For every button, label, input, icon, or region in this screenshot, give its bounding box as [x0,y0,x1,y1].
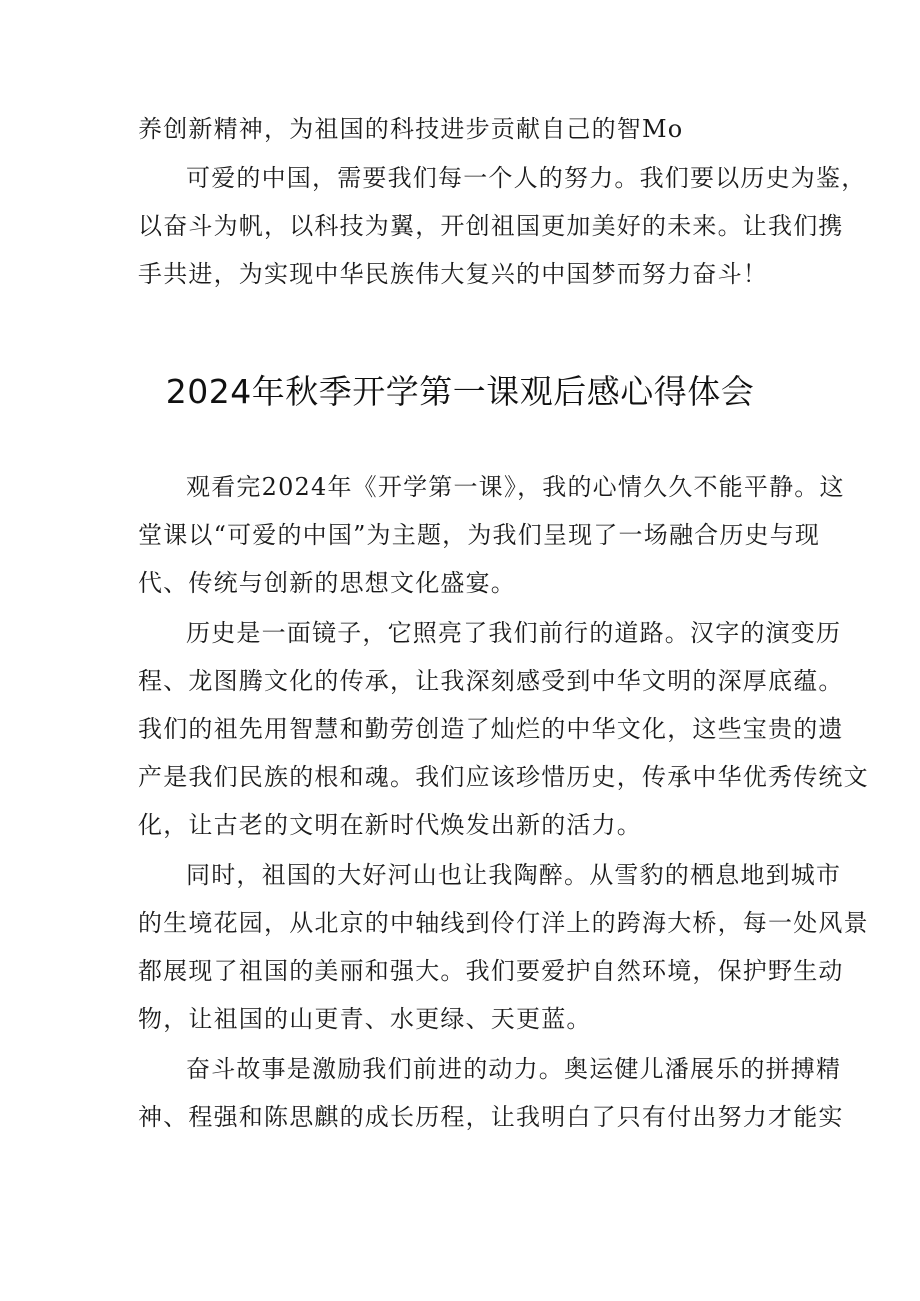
text-line: 我们的祖先用智慧和勤劳创造了灿烂的中华文化，这些宝贵的遗 [138,715,844,743]
text-line: 可爱的中国，需要我们每一个人的努力。我们要以历史为鉴， [186,164,867,192]
text-line: 神、程强和陈思麒的成长历程，让我明白了只有付出努力才能实 [138,1103,844,1131]
text-line: 堂课以“可爱的中国”为主题，为我们呈现了一场融合历史与现 [138,521,821,549]
text-line: 都展现了祖国的美丽和强大。我们要爱护自然环境，保护野生动 [138,957,844,985]
text-line: 历史是一面镜子，它照亮了我们前行的道路。汉字的演变历 [186,619,842,647]
text-line: 观看完2024年《开学第一课》，我的心情久久不能平静。这 [186,473,845,501]
text-line: 养创新精神，为祖国的科技进步贡献自己的智Mo [138,115,684,143]
text-line: 物，让祖国的山更青、水更绿、天更蓝。 [138,1005,592,1033]
text-line: 以奋斗为帆，以科技为翼，开创祖国更加美好的未来。让我们携 [138,212,844,240]
page-title: 2024年秋季开学第一课观后感心得体会 [165,372,755,411]
text-line: 的生境花园，从北京的中轴线到伶仃洋上的跨海大桥，每一处风景 [138,909,869,937]
text-line: 代、传统与创新的思想文化盛宴。 [138,569,516,597]
text-line: 化，让古老的文明在新时代焕发出新的活力。 [138,811,642,839]
text-line: 程、龙图腾文化的传承，让我深刻感受到中华文明的深厚底蕴。 [138,667,844,695]
text-line: 奋斗故事是激励我们前进的动力。奥运健儿潘展乐的拼搏精 [186,1055,842,1083]
text-line: 产是我们民族的根和魂。我们应该珍惜历史，传承中华优秀传统文 [138,763,869,791]
text-line: 同时，祖国的大好河山也让我陶醉。从雪豹的栖息地到城市 [186,861,842,889]
text-line: 手共进，为实现中华民族伟大复兴的中国梦而努力奋斗！ [138,260,768,288]
